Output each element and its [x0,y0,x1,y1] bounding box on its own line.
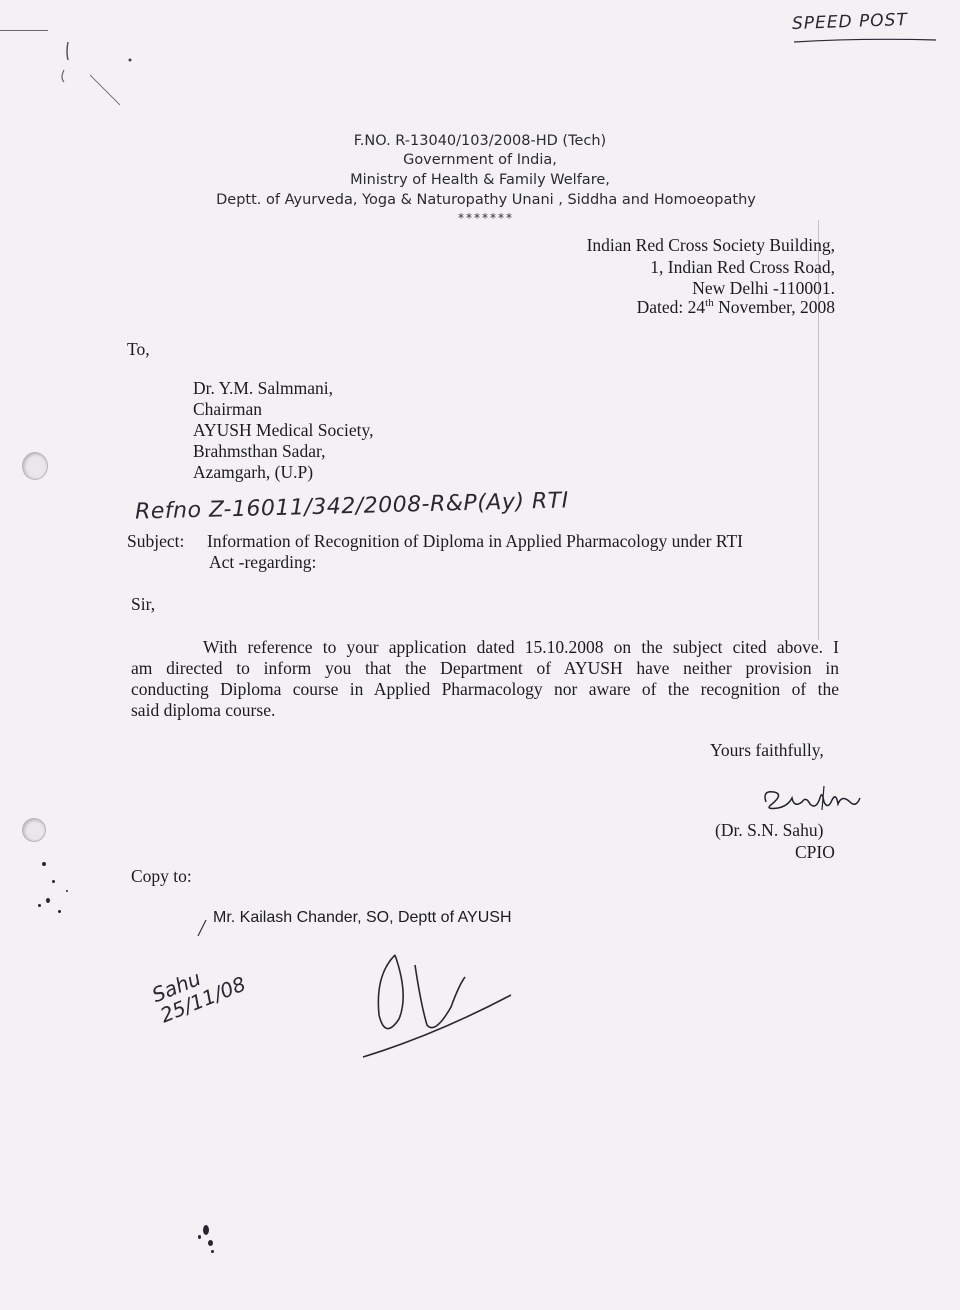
date-prefix: Dated: 24 [636,297,706,317]
salutation: Sir, [131,594,156,614]
recipient-street: Brahmsthan Sadar, [193,441,326,461]
initials-mark [355,945,515,1065]
date-month-year: November, 2008 [713,297,835,317]
copy-mark [192,918,212,938]
speck [38,904,41,907]
speck [203,1225,209,1235]
date-suffix-sup: th [705,297,714,310]
handwritten-reference: Refno Z-16011/342/2008-R&P(Ay) RTI [134,488,570,525]
to-label: To, [127,339,150,359]
speck [42,862,46,866]
copy-to-recipient: Mr. Kailash Chander, SO, Deptt of AYUSH [213,909,512,926]
speed-post-annotation: SPEED POST [791,9,909,35]
annotation-underline [790,36,940,48]
government-line: Government of India, [403,152,557,168]
ministry-line: Ministry of Health & Family Welfare, [350,172,610,188]
subject-line-1: Information of Recognition of Diploma in Applied Pharmacology under RTI [207,531,743,551]
body-line-4: said diploma course. [131,700,276,720]
signatory-name: (Dr. S.N. Sahu) [715,820,824,840]
copy-to-label: Copy to: [131,866,192,886]
recipient-city: Azamgarh, (U.P) [193,462,314,482]
pen-marks-top-left [50,30,190,140]
signatory-designation: CPIO [795,842,835,862]
closing: Yours faithfully, [710,740,824,760]
recipient-name: Dr. Y.M. Salmmani, [193,378,334,398]
speck [208,1240,213,1246]
speck [46,898,50,903]
department-line: Deptt. of Ayurveda, Yoga & Naturopathy Unani , Siddha and Homoeopathy [216,192,756,208]
address-line-3: New Delhi -110001. [692,278,835,298]
initials-note: Sahu 25/11/08 [148,966,250,1028]
address-line-1: Indian Red Cross Society Building, [586,235,835,255]
header-stars: ******* [458,211,514,225]
body-line-1: With reference to your application dated 15.10.2008 on the subject cited above. I [203,637,839,657]
speck [66,890,68,892]
subject-label: Subject: [127,531,185,551]
signature [758,780,868,820]
address-line-2: 1, Indian Red Cross Road, [650,257,835,277]
speck [211,1250,214,1253]
punch-hole-upper [22,452,48,480]
file-number: F.NO. R-13040/103/2008-HD (Tech) [353,133,607,149]
speck [198,1235,201,1239]
recipient-title: Chairman [193,399,263,419]
body-line-3: conducting Diploma course in Applied Pharmacology nor aware of the recognition of the [131,679,839,699]
date-line [637,297,835,318]
subject-line-2: Act -regarding: [209,552,317,572]
punch-hole-lower [22,818,46,842]
recipient-org: AYUSH Medical Society, [193,420,374,440]
fold-line-top [0,30,48,31]
speck [58,910,61,913]
body-line-2: am directed to inform you that the Department of AYUSH have neither provision in [131,658,839,678]
speck [52,880,55,883]
